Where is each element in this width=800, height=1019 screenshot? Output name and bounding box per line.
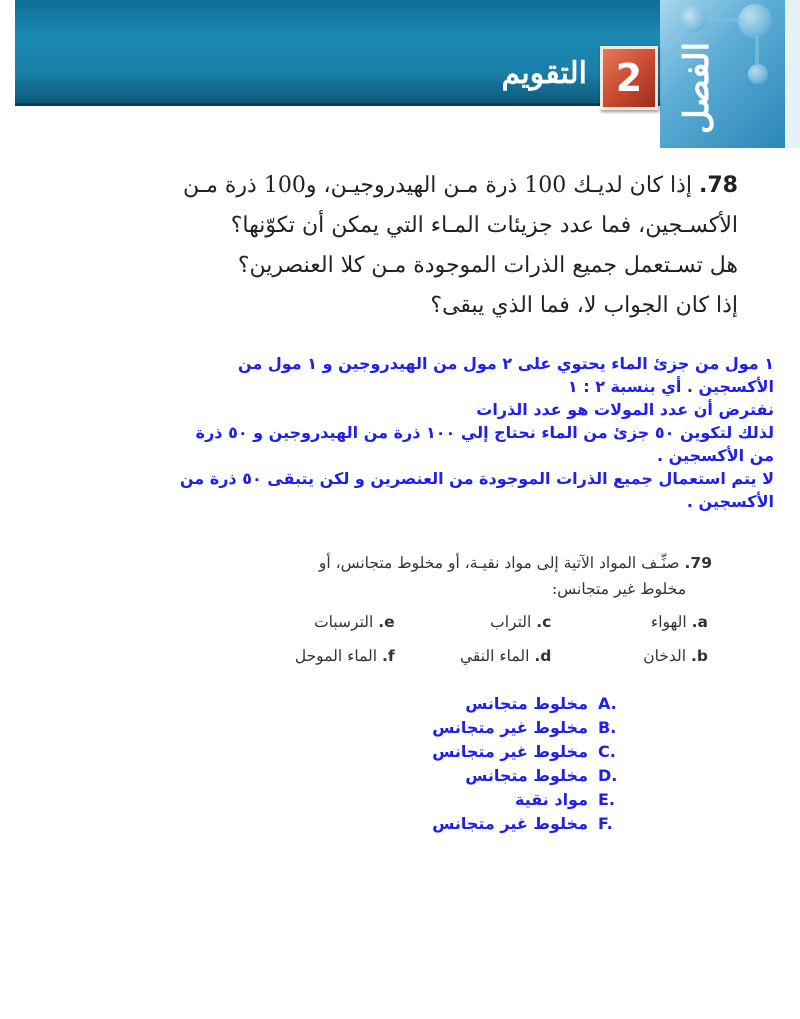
answer-list-item (408, 694, 638, 718)
answer-letter: C. (598, 742, 616, 761)
answer-79-list (408, 694, 638, 838)
answer-line: الأكسجين . (686, 492, 774, 511)
molecule-bond (755, 36, 759, 66)
option-text: الماء الموحل (294, 647, 378, 665)
option-letter: b. (691, 647, 708, 665)
question-text: صنِّـف المواد الآتية إلى مواد نقيـة، أو مخلوط متجانس، أو (318, 554, 680, 572)
answer-list-item (408, 718, 638, 742)
answer-letter: F. (598, 814, 613, 833)
answer-text: مخلوط غير متجانس (432, 718, 588, 737)
option-item (395, 647, 552, 665)
answer-text: مخلوط متجانس (465, 694, 588, 713)
option-text: الهواء (650, 613, 687, 631)
option-letter: f. (382, 647, 395, 665)
answer-list-item (408, 766, 638, 790)
answer-line: لا يتم استعمال جميع الذرات الموجودة من العنصرين و لكن يتبقى ٥٠ ذرة من (179, 469, 774, 488)
answer-line: الأكسجين . أي بنسبة ٢ : ١ (567, 377, 774, 396)
molecule-decoration (680, 6, 706, 32)
question-line (152, 550, 712, 576)
question-79 (152, 550, 712, 602)
question-line: مخلوط غير متجانس: (552, 580, 686, 598)
question-text: إذا كان لديـك 100 ذرة مـن الهيدروجيـن، و100 ذرة مـن (182, 173, 693, 198)
question-79-options (238, 605, 708, 673)
option-text: الماء النقي (459, 647, 530, 665)
answer-line: ١ مول من جزئ الماء يحتوي على ٢ مول من الهيدروجين و ١ مول من (237, 354, 774, 373)
option-text: الدخان (643, 647, 687, 665)
answer-list-item (408, 790, 638, 814)
question-line: هل تسـتعمل جميع الذرات الموجودة مـن كلا العنصرين؟ (237, 253, 738, 278)
answer-text: مخلوط متجانس (465, 766, 588, 785)
answer-text: مخلوط غير متجانس (432, 814, 588, 833)
answer-text: مخلوط غير متجانس (432, 742, 588, 761)
answer-letter: A. (598, 694, 617, 713)
option-item (551, 613, 708, 631)
option-letter: c. (536, 613, 552, 631)
options-row (238, 605, 708, 639)
molecule-decoration (738, 4, 772, 38)
chapter-number-badge: 2 (600, 46, 658, 110)
answer-text: مواد نقية (515, 790, 588, 809)
option-item (238, 647, 395, 665)
option-text: الترسبات (314, 613, 374, 631)
answer-letter: D. (598, 766, 618, 785)
chapter-label (662, 38, 732, 138)
option-text: التراب (490, 613, 532, 631)
section-title: التقويم (501, 56, 587, 91)
question-78 (138, 166, 738, 326)
option-item (395, 613, 552, 631)
answer-78 (14, 352, 774, 513)
answer-list-item (408, 814, 638, 838)
options-row (238, 639, 708, 673)
answer-line: لذلك لتكوين ٥٠ جزئ من الماء نحتاج إلي ١٠٠ ذرة من الهيدروجين و ٥٠ ذرة (195, 423, 774, 442)
question-number: 78. (699, 173, 738, 198)
option-letter: d. (534, 647, 552, 665)
molecule-bond (704, 18, 740, 22)
question-line: الأكسـجين، فما عدد جزيئات المـاء التي يمكن أن تكوّنها؟ (230, 213, 738, 238)
option-item (551, 647, 708, 665)
option-item (238, 613, 395, 631)
question-number: 79. (684, 554, 712, 572)
answer-letter: E. (598, 790, 616, 809)
molecule-decoration (748, 64, 768, 84)
chapter-label-text: الفصل (677, 41, 717, 135)
option-letter: e. (378, 613, 395, 631)
answer-list-item (408, 742, 638, 766)
option-letter: a. (691, 613, 708, 631)
question-line (138, 166, 738, 206)
answer-letter: B. (598, 718, 617, 737)
answer-line: من الأكسجين . (657, 446, 774, 465)
question-line: إذا كان الجواب لا، فما الذي يبقى؟ (430, 293, 738, 318)
answer-line: نفترض أن عدد المولات هو عدد الذرات (476, 400, 774, 419)
